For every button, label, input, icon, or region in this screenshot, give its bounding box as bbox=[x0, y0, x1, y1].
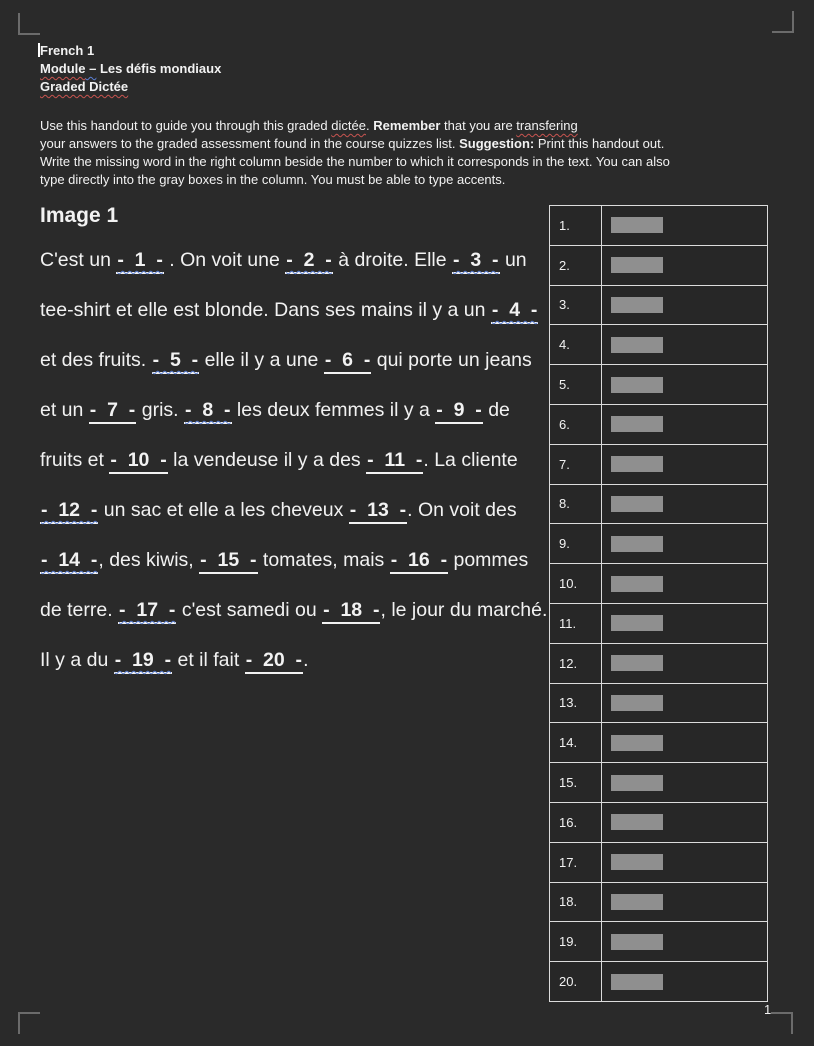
answer-field-11[interactable] bbox=[611, 615, 663, 631]
answer-cell bbox=[602, 365, 768, 405]
text-run: Graded Dictée bbox=[40, 79, 129, 94]
blank-10: - 10 - bbox=[109, 449, 167, 474]
text-run: , des kiwis, bbox=[98, 549, 200, 571]
table-row bbox=[550, 206, 768, 246]
text-run: elle il y a une bbox=[199, 349, 324, 371]
text-run: . On voit une bbox=[163, 249, 286, 271]
row-number: 13. bbox=[550, 683, 602, 723]
row-number: 11. bbox=[550, 603, 602, 643]
row-number: 18. bbox=[550, 882, 602, 922]
row-number: 12. bbox=[550, 643, 602, 683]
crop-mark-bottom-right-icon bbox=[771, 1012, 793, 1034]
row-number: 4. bbox=[550, 325, 602, 365]
crop-mark-top-right-icon bbox=[772, 11, 794, 33]
text-run: , le jour du marché. Il y a du bbox=[40, 599, 548, 671]
text-run: Print this handout out. bbox=[534, 136, 665, 151]
answer-field-10[interactable] bbox=[611, 576, 663, 592]
table-row bbox=[550, 842, 768, 882]
table-row bbox=[550, 245, 768, 285]
text-run: C'est un bbox=[40, 249, 117, 271]
text-run: et il fait bbox=[172, 649, 245, 671]
answer-cell bbox=[602, 723, 768, 763]
answer-cell bbox=[602, 245, 768, 285]
header-line-1 bbox=[40, 42, 221, 60]
answer-cell bbox=[602, 842, 768, 882]
text-run: . On voit des bbox=[407, 499, 517, 521]
blank-12: - 12 - bbox=[40, 499, 98, 524]
answer-cell bbox=[602, 882, 768, 922]
crop-mark-bottom-left-icon bbox=[18, 1012, 40, 1034]
answer-field-5[interactable] bbox=[611, 377, 663, 393]
page-number: 1 bbox=[764, 1002, 772, 1017]
row-number: 16. bbox=[550, 802, 602, 842]
table-row bbox=[550, 524, 768, 564]
answer-cell bbox=[602, 802, 768, 842]
text-run: Suggestion: bbox=[459, 136, 535, 151]
row-number: 1. bbox=[550, 206, 602, 246]
answer-cell bbox=[602, 444, 768, 484]
text-run: dictée bbox=[331, 118, 366, 133]
row-number: 19. bbox=[550, 922, 602, 962]
blank-6: - 6 - bbox=[324, 349, 372, 374]
answer-field-4[interactable] bbox=[611, 337, 663, 353]
blank-5: - 5 - bbox=[152, 349, 200, 374]
text-run: gris. bbox=[136, 399, 184, 421]
text-run: un tee-shirt et elle est blonde. Dans ses mains il y a un bbox=[40, 249, 527, 321]
text-run: . bbox=[365, 118, 374, 133]
answer-cell bbox=[602, 564, 768, 604]
table-row bbox=[550, 484, 768, 524]
table-row bbox=[550, 723, 768, 763]
text-run: un sac et elle a les cheveux bbox=[98, 499, 349, 521]
blank-11: - 11 - bbox=[366, 449, 423, 474]
blank-16: - 16 - bbox=[390, 549, 448, 574]
answer-cell bbox=[602, 962, 768, 1002]
text-run: à droite. Elle bbox=[332, 249, 453, 271]
text-run: pommes de terre. bbox=[40, 549, 529, 621]
text-run: type directly into the gray boxes in the column. You must be able to type accents. bbox=[40, 172, 506, 187]
table-row bbox=[550, 802, 768, 842]
answer-field-12[interactable] bbox=[611, 655, 663, 671]
answer-field-18[interactable] bbox=[611, 894, 663, 910]
header-line-3 bbox=[40, 78, 221, 96]
answer-field-15[interactable] bbox=[611, 775, 663, 791]
crop-mark-top-left-icon bbox=[18, 13, 40, 35]
answer-cell bbox=[602, 404, 768, 444]
blank-3: - 3 - bbox=[452, 249, 500, 274]
blank-17: - 17 - bbox=[118, 599, 176, 624]
answer-field-16[interactable] bbox=[611, 814, 663, 830]
row-number: 5. bbox=[550, 365, 602, 405]
table-row bbox=[550, 325, 768, 365]
text-run: . bbox=[303, 649, 309, 671]
text-run: Remember bbox=[373, 118, 441, 133]
answer-cell bbox=[602, 325, 768, 365]
answer-field-3[interactable] bbox=[611, 297, 663, 313]
answer-cell bbox=[602, 285, 768, 325]
image-heading: Image 1 bbox=[40, 204, 119, 227]
row-number: 2. bbox=[550, 245, 602, 285]
text-run: et des fruits. bbox=[40, 349, 152, 371]
blank-7: - 7 - bbox=[89, 399, 137, 424]
table-row bbox=[550, 922, 768, 962]
answer-field-20[interactable] bbox=[611, 974, 663, 990]
text-run: tomates, mais bbox=[257, 549, 390, 571]
row-number: 3. bbox=[550, 285, 602, 325]
answers-table-body bbox=[550, 206, 768, 1002]
blank-2: - 2 - bbox=[285, 249, 333, 274]
row-number: 15. bbox=[550, 763, 602, 803]
table-row bbox=[550, 603, 768, 643]
text-run: – bbox=[85, 61, 97, 76]
answer-field-17[interactable] bbox=[611, 854, 663, 870]
answer-cell bbox=[602, 683, 768, 723]
blank-19: - 19 - bbox=[114, 649, 172, 674]
table-row bbox=[550, 404, 768, 444]
row-number: 9. bbox=[550, 524, 602, 564]
text-run: les deux femmes il y a bbox=[231, 399, 436, 421]
row-number: 20. bbox=[550, 962, 602, 1002]
answer-cell bbox=[602, 206, 768, 246]
answers-table bbox=[549, 205, 768, 1002]
header-line-2 bbox=[40, 60, 221, 78]
text-run: c'est samedi ou bbox=[176, 599, 323, 621]
blank-18: - 18 - bbox=[322, 599, 380, 624]
answer-field-2[interactable] bbox=[611, 257, 663, 273]
text-run: Write the missing word in the right column beside the number to which it corresponds in the text. You can also bbox=[40, 154, 670, 169]
text-run: French 1 bbox=[40, 43, 95, 58]
answer-field-9[interactable] bbox=[611, 536, 663, 552]
row-number: 10. bbox=[550, 564, 602, 604]
blank-9: - 9 - bbox=[435, 399, 483, 424]
document-header bbox=[40, 42, 221, 96]
blank-13: - 13 - bbox=[349, 499, 407, 524]
answer-cell bbox=[602, 524, 768, 564]
text-run: de fruits et bbox=[40, 399, 510, 471]
blank-8: - 8 - bbox=[184, 399, 232, 424]
text-run: la vendeuse il y a des bbox=[167, 449, 367, 471]
table-row bbox=[550, 564, 768, 604]
text-run: your answers to the graded assessment found in the course quizzes list. bbox=[40, 136, 460, 151]
answer-field-6[interactable] bbox=[611, 416, 663, 432]
text-run: . La cliente bbox=[423, 449, 518, 471]
row-number: 14. bbox=[550, 723, 602, 763]
answer-field-14[interactable] bbox=[611, 735, 663, 751]
answer-cell bbox=[602, 603, 768, 643]
text-run: Use this handout to guide you through this graded bbox=[40, 118, 332, 133]
blank-1: - 1 - bbox=[116, 249, 164, 274]
blank-15: - 15 - bbox=[199, 549, 257, 574]
table-row bbox=[550, 285, 768, 325]
table-row bbox=[550, 643, 768, 683]
text-run: Les défis mondiaux bbox=[96, 61, 222, 76]
answer-cell bbox=[602, 763, 768, 803]
text-run: transfering bbox=[516, 118, 578, 133]
text-run: that you are bbox=[440, 118, 517, 133]
table-row bbox=[550, 683, 768, 723]
blank-14: - 14 - bbox=[40, 549, 98, 574]
table-row bbox=[550, 365, 768, 405]
answer-cell bbox=[602, 643, 768, 683]
blank-20: - 20 - bbox=[245, 649, 303, 674]
table-row bbox=[550, 962, 768, 1002]
row-number: 7. bbox=[550, 444, 602, 484]
answer-field-8[interactable] bbox=[611, 496, 663, 512]
table-row bbox=[550, 444, 768, 484]
text-run: Module bbox=[40, 61, 86, 76]
dictation-paragraph bbox=[40, 235, 548, 685]
row-number: 8. bbox=[550, 484, 602, 524]
answer-field-13[interactable] bbox=[611, 695, 663, 711]
answer-field-19[interactable] bbox=[611, 934, 663, 950]
image-section bbox=[40, 203, 548, 685]
blank-4: - 4 - bbox=[491, 299, 539, 324]
row-number: 17. bbox=[550, 842, 602, 882]
answer-cell bbox=[602, 922, 768, 962]
answer-field-1[interactable] bbox=[611, 217, 663, 233]
instructions-paragraph bbox=[40, 117, 770, 189]
answer-field-7[interactable] bbox=[611, 456, 663, 472]
table-row bbox=[550, 763, 768, 803]
text-run: qui porte un jeans et un bbox=[40, 349, 532, 421]
table-row bbox=[550, 882, 768, 922]
row-number: 6. bbox=[550, 404, 602, 444]
answer-cell bbox=[602, 484, 768, 524]
